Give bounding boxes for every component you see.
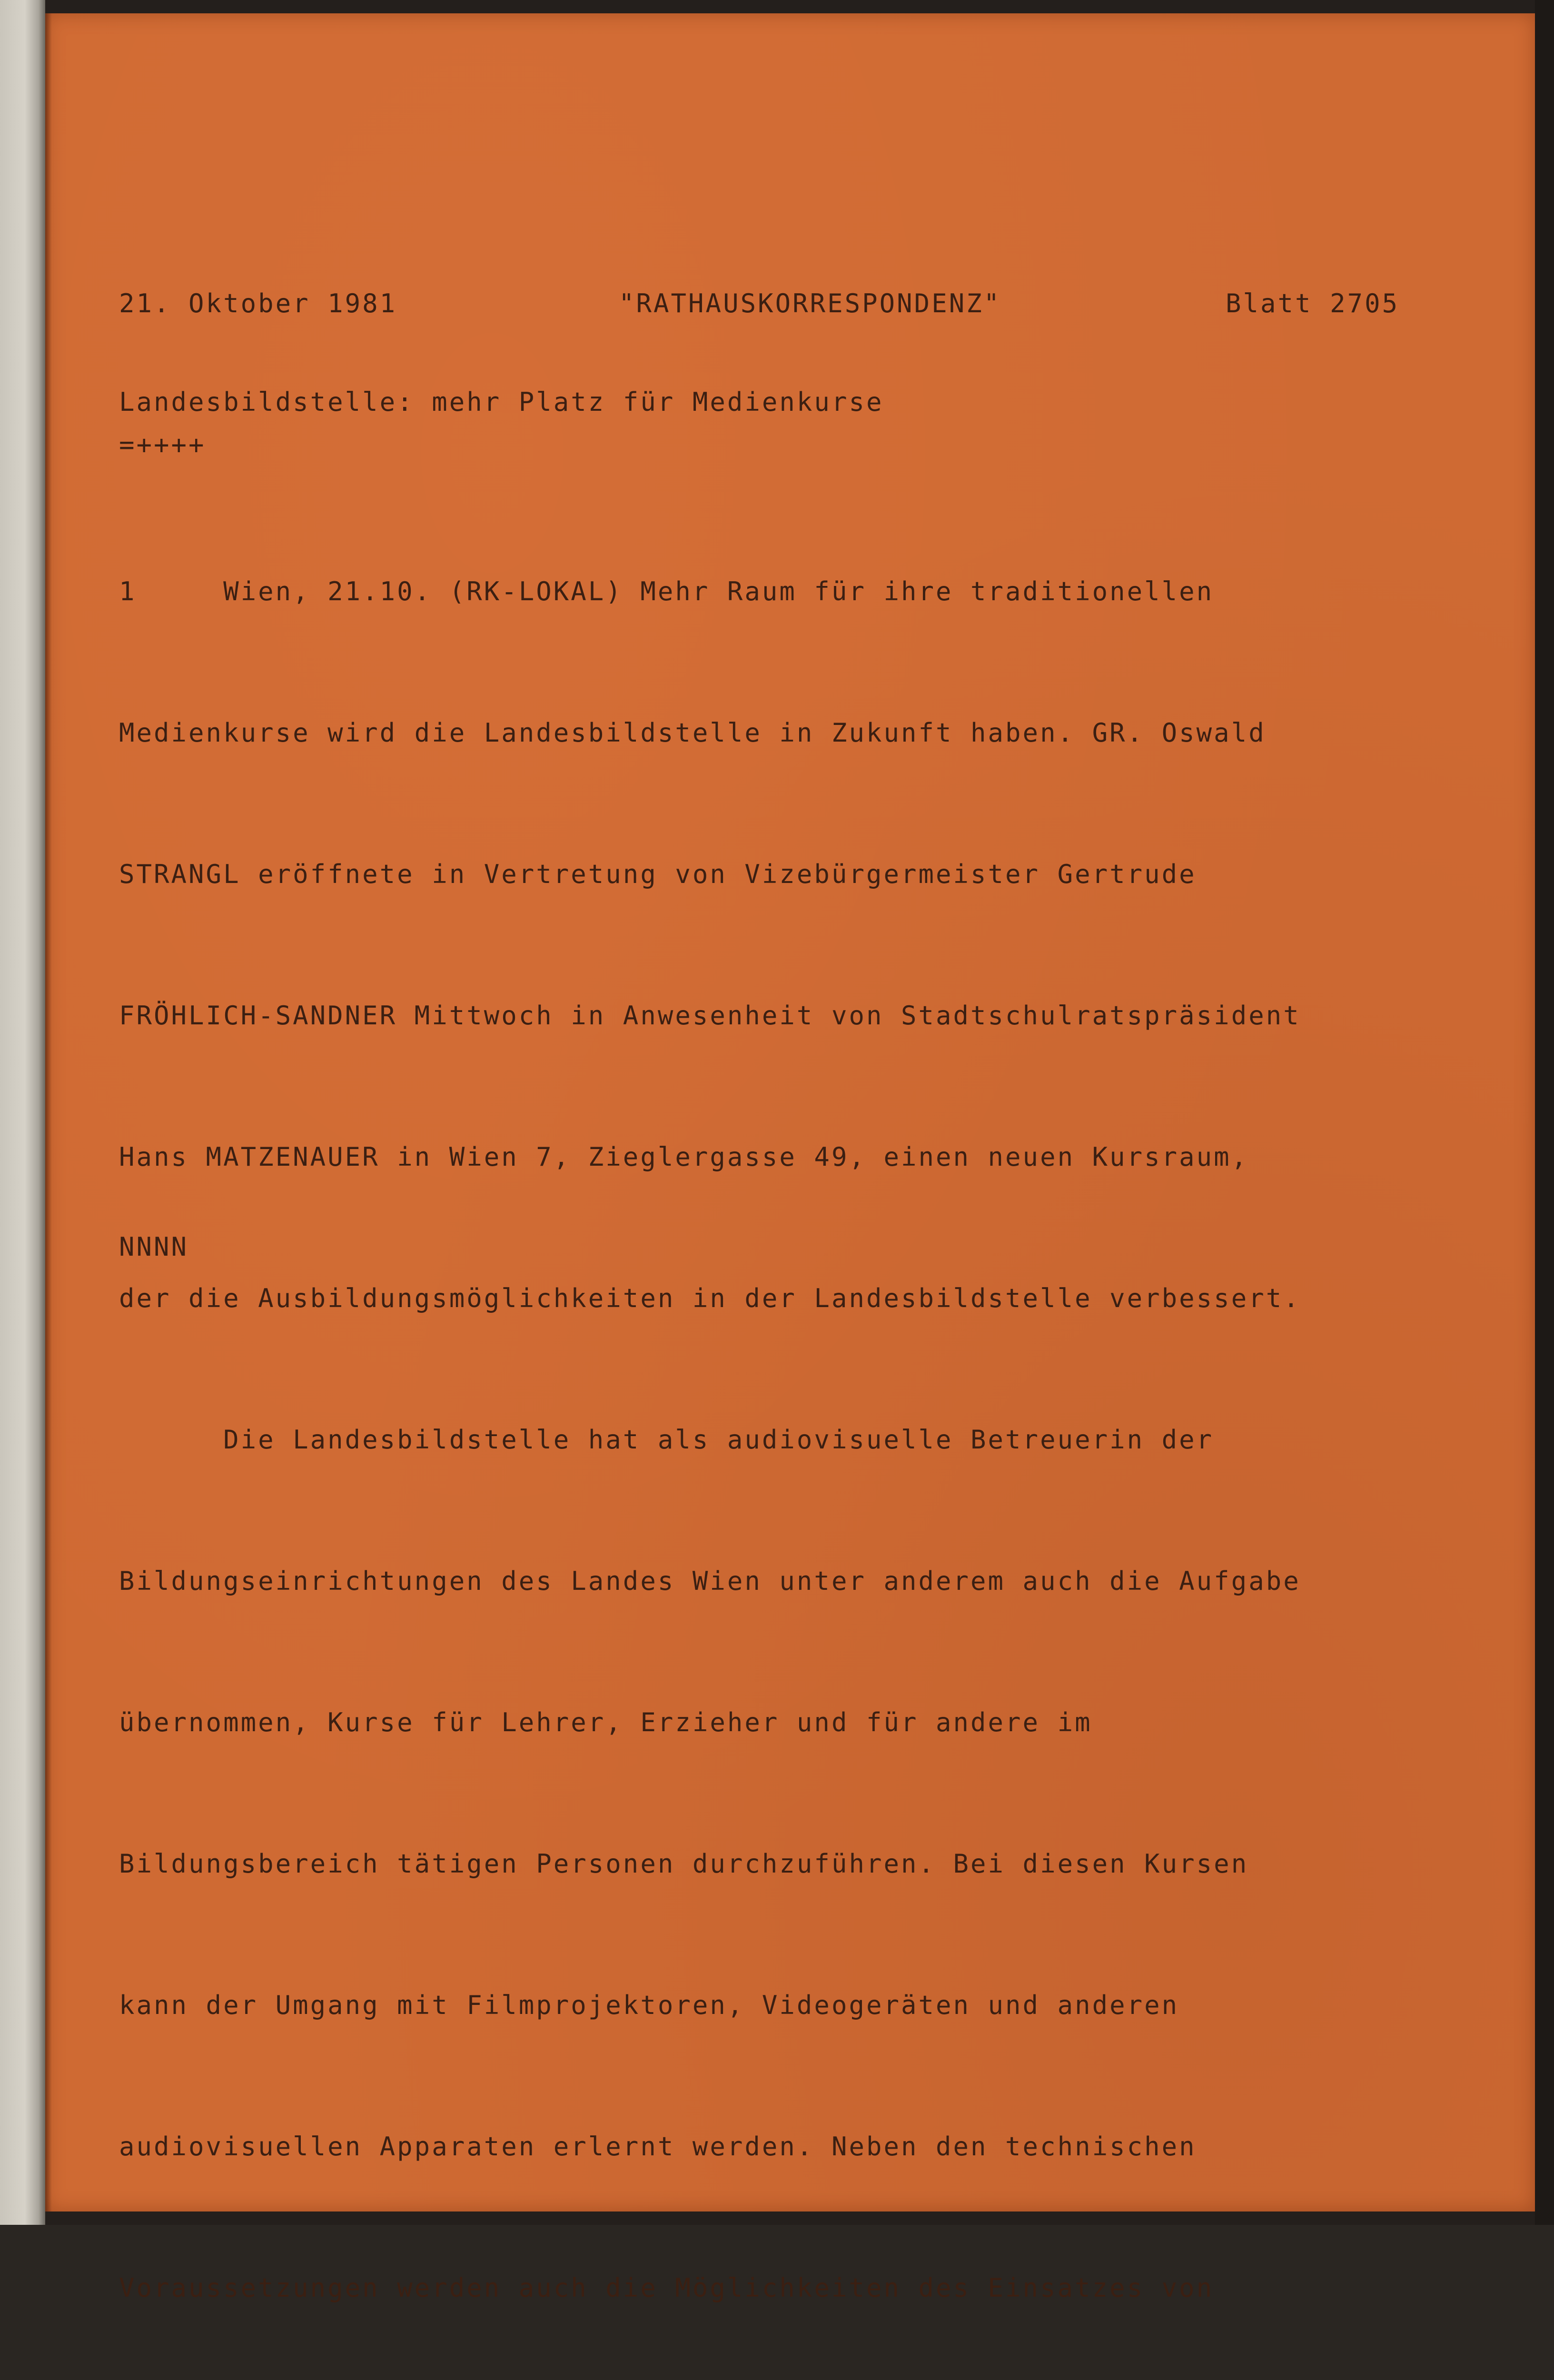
body-line: kann der Umgang mit Filmprojektoren, Videogeräten und anderen [119, 1990, 1179, 2020]
header-date: 21. Oktober 1981 [119, 288, 397, 318]
body-line: 1 Wien, 21.10. (RK-LOKAL) Mehr Raum für ihre traditionellen [119, 576, 1214, 606]
body-line: Hans MATZENAUER in Wien 7, Zieglergasse 49, einen neuen Kursraum, [119, 1142, 1249, 1172]
header-sheet-number: Blatt 2705 [1226, 288, 1400, 318]
scan-border [1535, 0, 1554, 2225]
header-title: "RATHAUSKORRESPONDENZ" [619, 288, 1001, 318]
body-line: Voraussetzungen werden auch die Möglichkeiten des Einsatzes von [119, 2273, 1214, 2303]
adjacent-page-edge [0, 0, 45, 2225]
body-line: STRANGL eröffnete in Vertretung von Vizebürgermeister Gertrude [119, 859, 1197, 889]
article-headline: Landesbildstelle: mehr Platz für Medienkurse [119, 387, 884, 417]
body-line: der die Ausbildungsmöglichkeiten in der Landesbildstelle verbessert. [119, 1283, 1301, 1313]
body-line: Medienkurse wird die Landesbildstelle in Zukunft haben. GR. Oswald [119, 718, 1266, 748]
body-line: Die Landesbildstelle hat als audiovisuelle Betreuerin der [119, 1425, 1214, 1455]
page-binding-shadow [45, 13, 52, 2211]
body-line: audiovisuellen Apparaten erlernt werden. Neben den technischen [119, 2132, 1197, 2162]
body-line: Bildungseinrichtungen des Landes Wien unter anderem auch die Aufgabe [119, 1566, 1301, 1596]
article-body [119, 474, 1301, 2380]
headline-separator: =++++ [119, 430, 206, 460]
end-of-message-mark: NNNN [119, 1232, 189, 1262]
body-line: FRÖHLICH-SANDNER Mittwoch in Anwesenheit von Stadtschulratspräsident [119, 1001, 1301, 1031]
body-line: übernommen, Kurse für Lehrer, Erzieher und für andere im [119, 1707, 1092, 1737]
body-line: Bildungsbereich tätigen Personen durchzuführen. Bei diesen Kursen [119, 1849, 1249, 1879]
